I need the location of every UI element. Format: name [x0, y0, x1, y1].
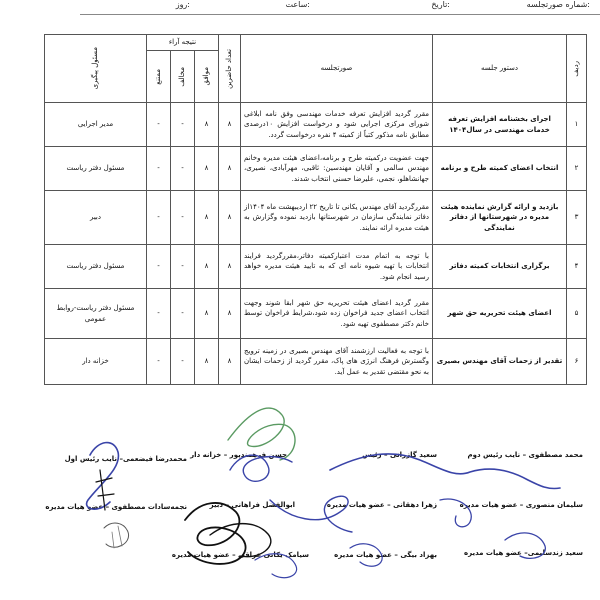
minutes-table-wrap — [45, 34, 587, 385]
abstain-cell: - — [146, 339, 170, 385]
header-row-number: ردیف — [567, 35, 587, 103]
present-count-cell: ۸ — [219, 289, 241, 339]
abstain-cell: - — [146, 289, 170, 339]
minutes-cell: با توجه به فعالیت ارزشمند آقای مهندس بصیری در زمینه ترویج وگسترش فرهنگ انرژی های پاک، مقرر گردید از زحمات ایشان به نحو مقتضی تقدیر به عمل آید. — [241, 339, 433, 385]
agenda-cell: تقدیر از زحمات آقای مهندس بصیری — [433, 339, 567, 385]
header-agree: موافق — [195, 51, 219, 103]
agenda-cell: برگزاری انتخابات کمیته دفاتر — [433, 245, 567, 289]
signatory-name: نجمه‌سادات مصطفوی – عضو هیات مدیره — [45, 503, 187, 511]
disagree-cell: - — [171, 245, 195, 289]
table-row — [44, 103, 586, 147]
document-header-strip — [80, 0, 600, 15]
signatory-name: محمد مصطفوی – نایب رئیس دوم — [467, 451, 583, 459]
disagree-cell: - — [171, 191, 195, 245]
minutes-cell: با توجه به اتمام مدت اعتبارکمیته دفاتر،مقررگردید فرایند انتخابات با تهیه شیوه نامه ای که به تایید هیئت مدیره خواهد رسید انجام شود. — [241, 245, 433, 289]
header-item: روز: — [175, 0, 190, 9]
responsible-cell: مسئول دفتر ریاست — [44, 147, 146, 191]
signatory-name: سلیمان منصوری – عضو هیات مدیره — [459, 501, 583, 509]
signatory-name: ابوالفضل فراهانی – دبیر — [209, 501, 295, 509]
agree-cell: ۸ — [195, 289, 219, 339]
disagree-cell: - — [171, 339, 195, 385]
disagree-cell: - — [171, 147, 195, 191]
signatory-name: محمدرضا فیضعمی– نایب رئیس اول — [64, 455, 187, 463]
row-number: ۴ — [567, 245, 587, 289]
signatory-name: حسن فرهمندپور – خزانه دار — [190, 451, 287, 459]
header-disagree: مخالف — [171, 51, 195, 103]
responsible-cell: مدیر اجرایی — [44, 103, 146, 147]
present-count-cell: ۸ — [219, 147, 241, 191]
header-item: شماره صورتجلسه: — [526, 0, 590, 9]
header-abstain: ممتنع — [146, 51, 170, 103]
table-row — [44, 191, 586, 245]
agree-cell: ۸ — [195, 245, 219, 289]
table-row — [44, 289, 586, 339]
agree-cell: ۸ — [195, 147, 219, 191]
signatory-name: سعید گازرانی – رئیس — [362, 451, 437, 459]
header-present-count: تعداد حاضرین — [219, 35, 241, 103]
signatory-name: بهزاد بیگی – عضو هیات مدیره — [334, 551, 437, 559]
minutes-cell: مقرر گردید اعضای هیئت تحریریه حق شهر ابقا شوند وجهت انتخاب اعضای جدید فراخوان زده شود،شرایط فراخوان توسط خانم دکتر مصطفوی تهیه شود. — [241, 289, 433, 339]
header-minutes: صورتجلسه — [241, 35, 433, 103]
present-count-cell: ۸ — [219, 103, 241, 147]
header-item: تاریخ: — [431, 0, 450, 9]
minutes-cell: مقرر گردید افزایش تعرفه خدمات مهندسی وفق نامه ابلاغی شورای مرکزی اجرایی شود و درخواست افزایش ۱۰درصدی مطابق نامه مذکور کتباً از کمیته ۴ نفره درخواست گردد. — [241, 103, 433, 147]
header-agenda: دستور جلسه — [433, 35, 567, 103]
table-row — [44, 245, 586, 289]
table-row — [44, 339, 586, 385]
responsible-cell: مسئول دفتر ریاست — [44, 245, 146, 289]
table-row — [44, 147, 586, 191]
row-number: ۲ — [567, 147, 587, 191]
agenda-cell: بازدید و ارائه گزارش نماینده هیئت مدیره در شهرستانها از دفاتر نمایندگی — [433, 191, 567, 245]
header-responsible: مسئول پیگیری — [44, 35, 146, 103]
abstain-cell: - — [146, 103, 170, 147]
header-item: ساعت: — [285, 0, 310, 9]
signatory-name: سعید زندسلیمی– عضو هیات مدیره — [464, 549, 583, 557]
signatory-name: زهرا دهقانی – عضو هیات مدیره — [326, 501, 437, 509]
responsible-cell: خزانه دار — [44, 339, 146, 385]
row-number: ۵ — [567, 289, 587, 339]
abstain-cell: - — [146, 245, 170, 289]
minutes-cell: مقررگردید آقای مهندس یکانی تا تاریخ ۲۲ اردیبهشت ماه ۱۴۰۴از دفاتر نمایندگی سازمان در شهرستانها بازدید نموده وگزارش به هیئت مدیره ارائه نمایند. — [241, 191, 433, 245]
abstain-cell: - — [146, 147, 170, 191]
signatories-section — [45, 447, 587, 587]
signatory-name: سیامک یکانی عراقی – عضو هیات مدیره — [171, 551, 309, 559]
agenda-cell: اجرای بخشنامه افزایش تعرفه خدمات مهندسی در سال۱۴۰۴ — [433, 103, 567, 147]
responsible-cell: مسئول دفتر ریاست-روابط عمومی — [44, 289, 146, 339]
row-number: ۶ — [567, 339, 587, 385]
minutes-cell: جهت عضویت درکمیته طرح و برنامه،اعضای هیئت مدیره وخانم مهندس سالمی و آقایان مهندسین: ثاقبی، مهرآبادی، نصیری، جهانشاهلو، نجمی، علیرضا حسنی انتخاب شدند. — [241, 147, 433, 191]
minutes-table — [44, 34, 587, 385]
agree-cell: ۸ — [195, 103, 219, 147]
agree-cell: ۸ — [195, 339, 219, 385]
disagree-cell: - — [171, 289, 195, 339]
disagree-cell: - — [171, 103, 195, 147]
header-votes: نتیجه آراء — [146, 35, 218, 51]
agenda-cell: اعضای هیئت تحریریه حق شهر — [433, 289, 567, 339]
row-number: ۱ — [567, 103, 587, 147]
agree-cell: ۸ — [195, 191, 219, 245]
present-count-cell: ۸ — [219, 191, 241, 245]
present-count-cell: ۸ — [219, 245, 241, 289]
row-number: ۳ — [567, 191, 587, 245]
abstain-cell: - — [146, 191, 170, 245]
present-count-cell: ۸ — [219, 339, 241, 385]
agenda-cell: انتخاب اعضای کمیته طرح و برنامه — [433, 147, 567, 191]
responsible-cell: دبیر — [44, 191, 146, 245]
